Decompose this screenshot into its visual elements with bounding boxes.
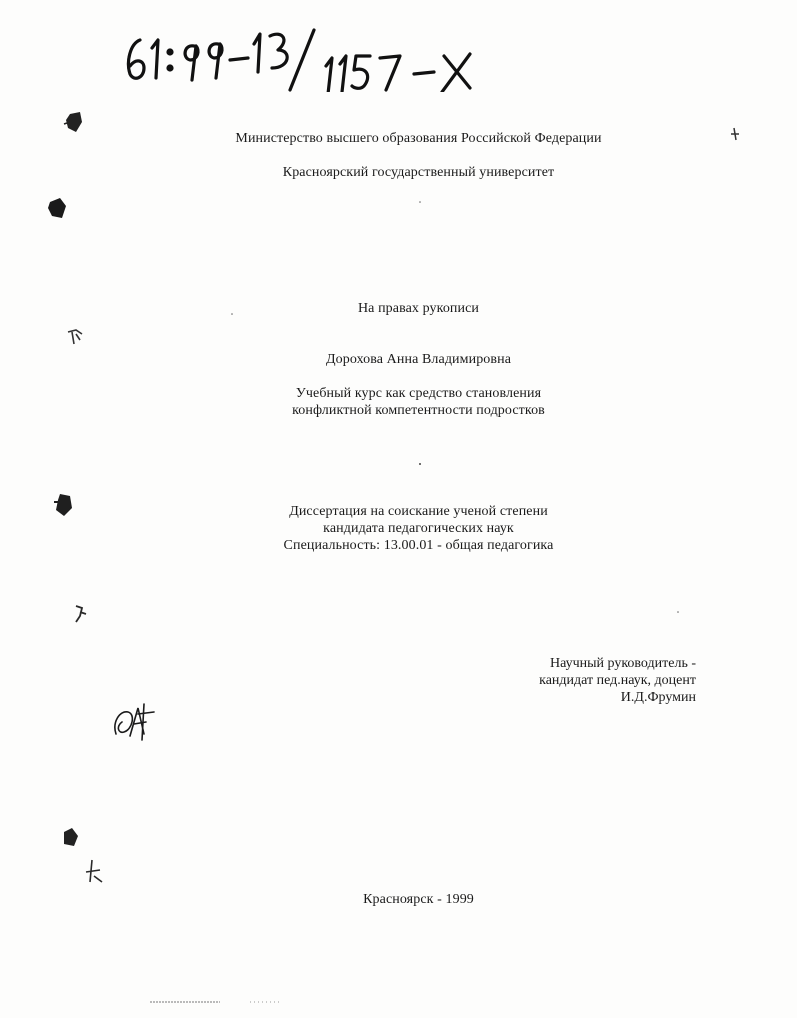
- scan-speck-mark: [44, 196, 70, 222]
- scan-dot-mark: [418, 200, 422, 204]
- dissertation-line-3: Специальность: 13.00.01 - общая педагогика: [283, 538, 554, 553]
- handwritten-code: [118, 22, 125, 23]
- advisor-line-3: И.Д.Фрумин: [620, 690, 696, 705]
- scan-speck-mark: [70, 602, 90, 626]
- handwritten-code-mark: [118, 22, 498, 92]
- scan-speck-mark: [82, 858, 104, 886]
- signature-mark: [108, 700, 158, 746]
- scan-speck-mark: [728, 126, 742, 144]
- scan-dot-mark: [676, 610, 680, 614]
- scan-speck-mark: [52, 490, 76, 518]
- manuscript-note: На правах рукописи: [357, 301, 480, 316]
- title-line-1: Учебный курс как средство становления: [295, 386, 542, 401]
- city-year: Красноярск - 1999: [363, 892, 474, 907]
- title-line-2: конфликтной компетентности подростков: [292, 403, 545, 418]
- university-heading: Красноярский государственный университет: [282, 165, 555, 180]
- scan-speck-mark: [58, 826, 82, 850]
- scan-dot-mark: [418, 462, 422, 466]
- scan-speck-mark: [62, 110, 86, 136]
- advisor-block: [500, 655, 696, 706]
- advisor-line-1: Научный руководитель -: [549, 656, 696, 671]
- scan-dot-mark: [230, 312, 234, 316]
- advisor-line-2: кандидат пед.наук, доцент: [539, 673, 696, 688]
- dissertation-line-2: кандидата педагогических наук: [323, 521, 514, 536]
- ministry-heading: Министерство высшего образования Российской Федерации: [235, 131, 602, 146]
- scan-edge-mark: [150, 1000, 610, 1004]
- dissertation-line-1: Диссертация на соискание ученой степени: [289, 504, 548, 519]
- scan-speck-mark: [64, 326, 86, 348]
- author-name: Дорохова Анна Владимировна: [325, 352, 512, 367]
